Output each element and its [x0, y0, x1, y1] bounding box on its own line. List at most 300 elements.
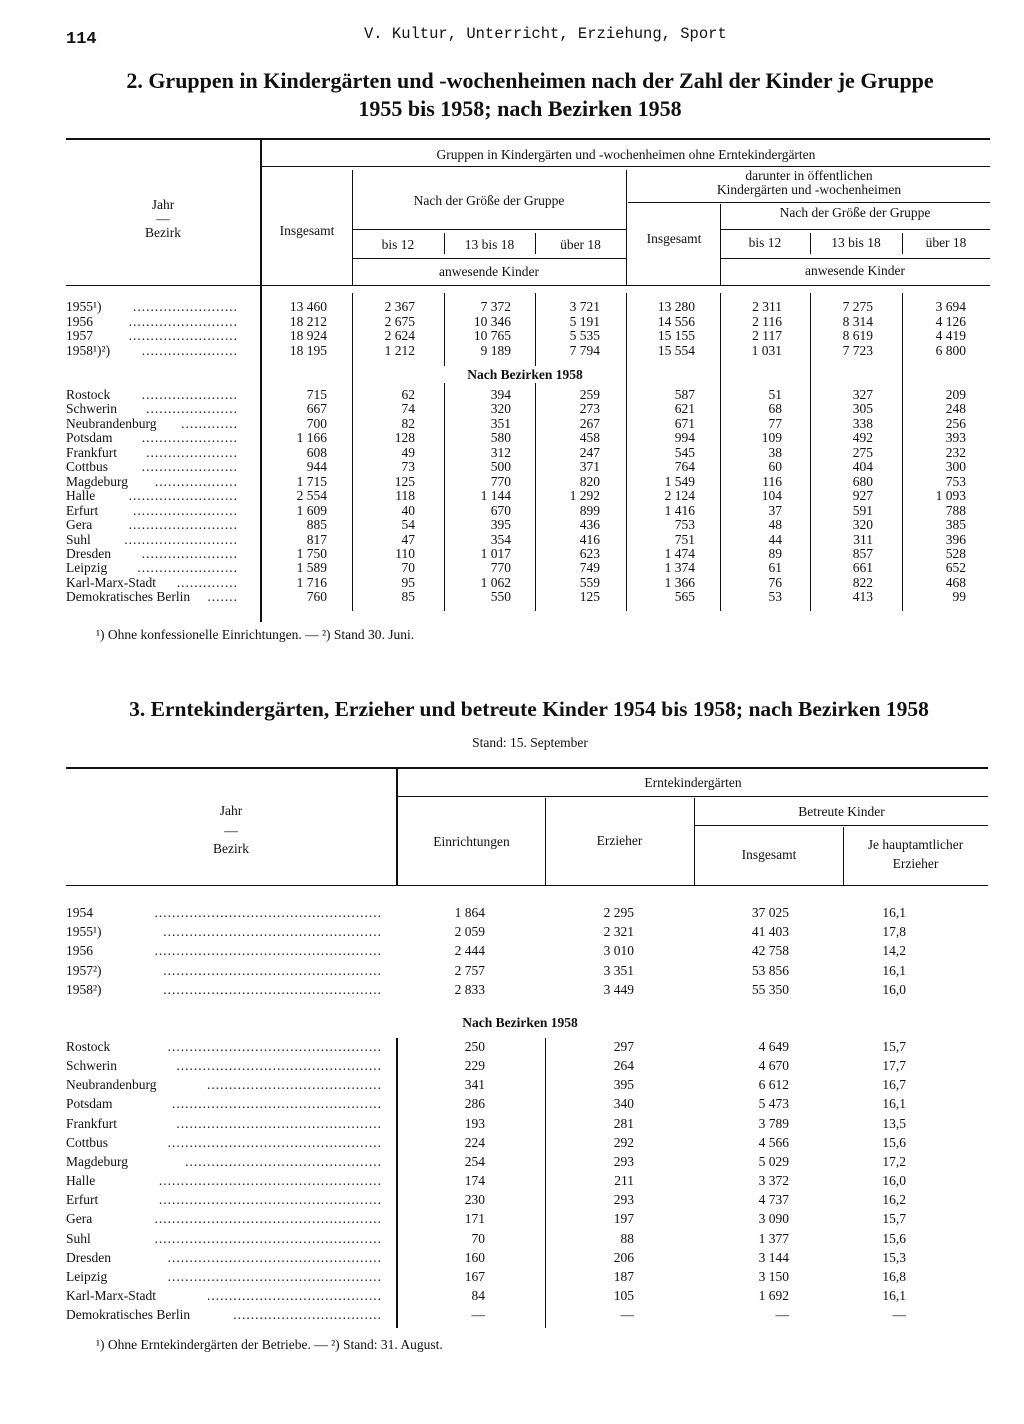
row-label: Karl-Marx-Stadt	[66, 575, 156, 590]
table2-group-header: Gruppen in Kindergärten und -wochenheimen ohne Erntekindergärten	[436, 147, 816, 162]
table-cell: —	[892, 1307, 906, 1323]
table-cell: 16,7	[882, 1077, 906, 1093]
table-cell: 16,1	[882, 905, 906, 920]
table-cell: —	[620, 1307, 634, 1323]
table2-section-header: Nach Bezirken 1958	[440, 366, 610, 383]
table-cell: 48	[768, 517, 782, 533]
table-cell: 18 195	[289, 342, 327, 358]
table-cell: 341	[464, 1077, 485, 1093]
table-cell: 320	[852, 517, 873, 533]
table-cell: 293	[613, 1192, 634, 1208]
leader-dots: ........................	[133, 503, 238, 518]
table-cell: 160	[464, 1249, 485, 1265]
table-cell: 671	[674, 415, 695, 431]
table-cell: 7 372	[480, 299, 511, 314]
table-cell: 311	[853, 531, 873, 547]
row-label: Cottbus	[66, 1135, 109, 1150]
table3-header-bottom-rule	[66, 885, 988, 886]
table-cell: 550	[490, 589, 511, 605]
table2-title-line1: 2. Gruppen in Kindergärten und -wochenheimen nach der Zahl der Kinder je Gruppe	[126, 68, 934, 93]
row-label: Frankfurt	[66, 1116, 117, 1131]
table-cell: 749	[579, 560, 600, 576]
table-cell: 1 212	[384, 342, 415, 358]
leader-dots: .................................................	[167, 1269, 382, 1284]
row-label: 1957²)	[66, 963, 102, 978]
table2-stub-header-jahr: Jahr	[151, 197, 175, 212]
table-cell: 559	[579, 574, 600, 590]
table2-col-ueber18-2: über 18	[925, 235, 967, 250]
row-label: Suhl	[66, 532, 91, 547]
table-cell: 312	[490, 444, 511, 460]
table-cell: 232	[945, 444, 966, 460]
table3-col-je-line2: Erzieher	[892, 856, 939, 871]
table-cell: 6 800	[935, 342, 966, 358]
table2-rule	[352, 229, 626, 230]
row-label: Cottbus	[66, 460, 109, 475]
row-label: 1956	[66, 314, 93, 329]
leader-dots: ........................................	[207, 1288, 382, 1303]
table-cell: 3 449	[603, 981, 634, 997]
table2-header-bottom-rule	[66, 285, 990, 286]
table-cell: 118	[395, 488, 415, 504]
table3-stub-divider-body	[396, 1038, 398, 1328]
table-cell: 37	[768, 502, 782, 518]
table-cell: 320	[490, 401, 511, 417]
table-cell: 15,7	[882, 1039, 906, 1054]
table3-col-erzieher: Erzieher	[596, 833, 643, 848]
table-cell: 670	[490, 502, 511, 518]
table-cell: 16,1	[882, 962, 906, 978]
table-cell: 116	[762, 473, 782, 489]
table-cell: 300	[945, 459, 966, 475]
table-cell: 492	[852, 430, 873, 446]
table-cell: 16,0	[882, 981, 906, 997]
table-cell: 385	[945, 517, 966, 533]
table-cell: 193	[464, 1115, 485, 1131]
table-cell: 15,6	[882, 1230, 906, 1246]
table-cell: 395	[490, 517, 511, 533]
table-cell: 37 025	[751, 905, 789, 920]
table-cell: 3 351	[603, 962, 634, 978]
row-label: Magdeburg	[66, 1154, 128, 1169]
table-cell: 77	[768, 415, 782, 431]
table-cell: 53	[768, 589, 782, 605]
row-label: Suhl	[66, 1231, 91, 1246]
table-cell: 18 924	[289, 328, 327, 344]
table-cell: 256	[945, 415, 966, 431]
table-cell: 1 374	[664, 560, 695, 576]
table-cell: 229	[464, 1058, 485, 1074]
table-cell: 16,1	[882, 1096, 906, 1112]
table-cell: 822	[852, 574, 873, 590]
table-cell: 293	[613, 1153, 634, 1169]
table-cell: 16,8	[882, 1268, 906, 1284]
row-label: Rostock	[66, 1040, 111, 1054]
table-cell: 500	[490, 459, 511, 475]
table-cell: 1 144	[480, 488, 511, 504]
table-cell: 275	[852, 444, 873, 460]
table2-rule	[720, 258, 990, 259]
table-cell: 1 292	[569, 488, 600, 504]
table-cell: 13,5	[882, 1115, 906, 1131]
table-cell: 764	[674, 459, 695, 475]
leader-dots: ..................................	[233, 1308, 382, 1323]
leader-dots: ..................................................	[163, 982, 382, 997]
table-cell: 224	[464, 1134, 485, 1150]
table-cell: 259	[579, 387, 600, 402]
table-cell: 1 377	[758, 1230, 789, 1246]
table-cell: 2 321	[603, 924, 634, 940]
table2-col-anwesend: anwesende Kinder	[438, 264, 540, 279]
table3-rule	[695, 825, 988, 826]
table-cell: 528	[945, 545, 966, 561]
row-label: 1958¹)²)	[66, 343, 111, 358]
table-cell: 1 750	[296, 545, 327, 561]
table-cell: 49	[401, 444, 415, 460]
table-cell: 6 612	[758, 1077, 789, 1093]
table3-rule	[398, 796, 988, 797]
table-cell: 51	[768, 387, 782, 402]
table-cell: 40	[401, 502, 415, 518]
table2-rule	[720, 229, 990, 230]
row-label: Demokratisches Berlin	[66, 1308, 191, 1323]
table-cell: 652	[945, 560, 966, 576]
table-cell: 286	[464, 1096, 485, 1112]
table-cell: 2 624	[384, 328, 415, 344]
table-cell: 14,2	[882, 943, 906, 959]
table-cell: 250	[464, 1039, 485, 1054]
leader-dots: ...................................................	[158, 1193, 382, 1208]
table-cell: 125	[394, 473, 415, 489]
table-cell: 62	[401, 387, 415, 402]
table-cell: 54	[401, 517, 415, 533]
table-cell: 1 093	[935, 488, 966, 504]
row-label: Karl-Marx-Stadt	[66, 1288, 156, 1303]
table-cell: 3 150	[758, 1268, 789, 1284]
table-cell: 753	[945, 473, 966, 489]
table-cell: 3 721	[569, 299, 600, 314]
table-cell: 623	[579, 545, 600, 561]
table-cell: 41 403	[751, 924, 789, 940]
table-cell: 55 350	[751, 981, 789, 997]
row-label: Halle	[66, 489, 96, 504]
table-cell: 264	[613, 1058, 634, 1074]
table-cell: 16,1	[882, 1287, 906, 1303]
table-cell: 174	[464, 1173, 485, 1189]
table-cell: 395	[613, 1077, 634, 1093]
row-label: Halle	[66, 1174, 96, 1189]
leader-dots: .......	[207, 590, 238, 605]
table-cell: 8 314	[842, 313, 873, 329]
table-cell: 351	[490, 415, 511, 431]
table-cell: 927	[852, 488, 873, 504]
table-cell: 899	[579, 502, 600, 518]
table-cell: 125	[579, 589, 600, 605]
table-cell: 7 275	[842, 299, 873, 314]
table-cell: 8 619	[842, 328, 873, 344]
table-cell: —	[471, 1307, 485, 1323]
table3-body-divider	[545, 1038, 546, 1328]
table-cell: 413	[852, 589, 873, 605]
table-cell: 44	[768, 531, 782, 547]
table-cell: 621	[674, 401, 695, 417]
table-cell: 404	[852, 459, 873, 475]
table-cell: 580	[490, 430, 511, 446]
table-cell: 436	[579, 517, 600, 533]
table-cell: 267	[579, 415, 600, 431]
row-label: 1955¹)	[66, 925, 102, 940]
leader-dots: .........................	[128, 489, 238, 504]
table-cell: 99	[952, 589, 966, 605]
leader-dots: ......................	[141, 431, 238, 446]
table-cell: 770	[490, 473, 511, 489]
table3-stub-header-jahr: Jahr	[219, 803, 243, 818]
table2-col-anwesend-2: anwesende Kinder	[804, 263, 906, 278]
table-cell: 354	[490, 531, 511, 547]
table-cell: 1 864	[454, 905, 485, 920]
table-cell: 753	[674, 517, 695, 533]
table2-col-groesse-2: Nach der Größe der Gruppe	[779, 205, 931, 220]
table-cell: 88	[620, 1230, 634, 1246]
leader-dots: ................................................	[172, 1097, 382, 1112]
table-cell: 82	[401, 415, 415, 431]
table-cell: 680	[852, 473, 873, 489]
table-cell: 18 212	[289, 313, 327, 329]
table-cell: 820	[579, 473, 600, 489]
table-cell: 74	[401, 401, 415, 417]
table-cell: 5 473	[758, 1096, 789, 1112]
leader-dots: ......................	[141, 460, 238, 475]
table-cell: 89	[768, 545, 782, 561]
table-cell: 38	[768, 444, 782, 460]
table2-col-13bis18: 13 bis 18	[464, 237, 515, 252]
row-label: Neubrandenburg	[66, 416, 157, 431]
leader-dots: .............................................	[185, 1154, 382, 1169]
table2-rule	[628, 202, 990, 203]
table2-col-ueber18: über 18	[560, 237, 601, 252]
table-cell: 305	[852, 401, 873, 417]
table-cell: 371	[579, 459, 600, 475]
table3-col-betreute: Betreute Kinder	[798, 804, 885, 819]
table-cell: 16,2	[882, 1192, 906, 1208]
table-cell: 1 474	[664, 545, 695, 561]
table-cell: 1 589	[296, 560, 327, 576]
table-cell: 230	[464, 1192, 485, 1208]
table-cell: 458	[579, 430, 600, 446]
table2-top-rule	[66, 138, 990, 140]
table-cell: 17,2	[882, 1153, 906, 1169]
table-cell: 4 566	[758, 1134, 789, 1150]
leader-dots: .....................	[146, 445, 238, 460]
row-label: 1957	[66, 329, 93, 344]
table-cell: 1 549	[664, 473, 695, 489]
table3-stub-header-dash: —	[224, 823, 238, 838]
leader-dots: .................................................	[167, 1135, 382, 1150]
table-cell: 3 010	[603, 943, 634, 959]
table-cell: 273	[579, 401, 600, 417]
leader-dots: ........................	[133, 300, 238, 314]
table-cell: 248	[945, 401, 966, 417]
leader-dots: ......................	[141, 388, 238, 402]
table-cell: 15 155	[657, 328, 695, 344]
page-number: 114	[66, 30, 97, 49]
table-cell: —	[775, 1307, 789, 1323]
table-cell: 416	[579, 531, 600, 547]
row-label: Rostock	[66, 388, 111, 402]
leader-dots: ........................................	[207, 1078, 382, 1093]
table-cell: 211	[614, 1173, 634, 1189]
table-cell: 3 090	[758, 1211, 789, 1227]
table3-stub-header-bezirk: Bezirk	[213, 841, 249, 856]
table-cell: 105	[613, 1287, 634, 1303]
table-cell: 3 789	[758, 1115, 789, 1131]
table-cell: 17,8	[882, 924, 906, 940]
table3-footnote: ¹) Ohne Erntekindergärten der Betriebe. — ²) Stand: 31. August.	[96, 1337, 443, 1352]
row-label: Erfurt	[66, 1193, 99, 1208]
table-cell: 788	[945, 502, 966, 518]
table-cell: 5 535	[569, 328, 600, 344]
table-cell: 1 692	[758, 1287, 789, 1303]
table-cell: 15,7	[882, 1211, 906, 1227]
table-cell: 60	[768, 459, 782, 475]
table3-group-header: Erntekindergärten	[644, 775, 742, 790]
table-cell: 4 737	[758, 1192, 789, 1208]
table-cell: 751	[674, 531, 695, 547]
table-cell: 2 124	[664, 488, 695, 504]
row-label: Gera	[66, 1212, 93, 1227]
table-cell: 7 794	[569, 342, 600, 358]
table-cell: 396	[945, 531, 966, 547]
table-cell: 13 280	[657, 299, 695, 314]
leader-dots: ..................................................	[163, 925, 382, 940]
table-cell: 994	[674, 430, 695, 446]
table-cell: 1 609	[296, 502, 327, 518]
table-cell: 254	[464, 1153, 485, 1169]
leader-dots: .............	[181, 416, 238, 431]
table-cell: 2 116	[752, 313, 782, 329]
table3-top-rule	[66, 767, 988, 769]
leader-dots: .....................	[146, 402, 238, 417]
table-cell: 209	[945, 387, 966, 402]
row-label: 1955¹)	[66, 300, 102, 314]
table2-darunter-line2: Kindergärten und -wochenheimen	[716, 182, 902, 197]
table3-subtitle: Stand: 15. September	[472, 735, 588, 750]
table-cell: 340	[613, 1096, 634, 1112]
table-cell: 171	[464, 1211, 485, 1227]
table-cell: 587	[674, 387, 695, 402]
table-cell: 5 029	[758, 1153, 789, 1169]
table-cell: 885	[306, 517, 327, 533]
row-label: Erfurt	[66, 503, 99, 518]
table-cell: 1 166	[296, 430, 327, 446]
table-cell: 2 444	[454, 943, 485, 959]
table-cell: 109	[761, 430, 782, 446]
row-label: Dresden	[66, 1250, 111, 1265]
running-head: V. Kultur, Unterricht, Erziehung, Sport	[364, 25, 727, 43]
table-cell: 1 416	[664, 502, 695, 518]
leader-dots: ....................................................	[154, 1231, 382, 1246]
row-label: Schwerin	[66, 1059, 117, 1074]
table-cell: 281	[613, 1115, 634, 1131]
table3-title: 3. Erntekindergärten, Erzieher und betreute Kinder 1954 bis 1958; nach Bezirken 1958	[129, 697, 929, 721]
table-cell: 15,6	[882, 1134, 906, 1150]
table2-col-bis12-2: bis 12	[748, 235, 782, 250]
table-cell: 667	[306, 401, 327, 417]
table-cell: 700	[306, 415, 327, 431]
leader-dots: ...................................................	[158, 1174, 382, 1189]
table-cell: 394	[490, 387, 511, 402]
table-cell: 85	[401, 589, 415, 605]
leader-dots: ....................................................	[154, 906, 382, 920]
table-cell: 327	[852, 387, 873, 402]
table-cell: 70	[471, 1230, 485, 1246]
table2-col-divider	[626, 170, 627, 285]
leader-dots: .......................	[137, 561, 238, 576]
row-label: Neubrandenburg	[66, 1078, 157, 1093]
table2-col-insgesamt-2: Insgesamt	[646, 231, 702, 246]
leader-dots: ...............................................	[176, 1059, 382, 1074]
leader-dots: ..........................	[124, 532, 238, 547]
table3-section-header: Nach Bezirken 1958	[462, 1015, 578, 1030]
row-label: Frankfurt	[66, 445, 117, 460]
leader-dots: ..............	[176, 575, 238, 590]
table2-rule	[352, 258, 626, 259]
table-cell: 95	[401, 574, 415, 590]
table-cell: 292	[613, 1134, 634, 1150]
table-cell: 15 554	[657, 342, 695, 358]
table-cell: 10 346	[473, 313, 511, 329]
table3-col-je-line1: Je hauptamtlicher	[867, 837, 964, 852]
table2-col-groesse: Nach der Größe der Gruppe	[413, 193, 565, 208]
table2-col-insgesamt: Insgesamt	[279, 223, 335, 238]
table-cell: 17,7	[882, 1058, 906, 1074]
table-cell: 68	[768, 401, 782, 417]
table-cell: 167	[464, 1268, 485, 1284]
table-cell: 565	[674, 589, 695, 605]
row-label: Schwerin	[66, 402, 117, 417]
table-cell: 4 649	[758, 1039, 789, 1054]
table-cell: 661	[852, 560, 873, 576]
table-cell: 1 366	[664, 574, 695, 590]
table-cell: 2 311	[752, 299, 782, 314]
leader-dots: ...............................................	[176, 1116, 382, 1131]
table-cell: 2 117	[752, 328, 782, 344]
table-cell: 2 757	[454, 962, 485, 978]
table2-footnote: ¹) Ohne konfessionelle Einrichtungen. — ²) Stand 30. Juni.	[96, 627, 415, 642]
table-cell: 3 372	[758, 1173, 789, 1189]
table-cell: 15,3	[882, 1249, 906, 1265]
leader-dots: .........................	[128, 329, 238, 344]
table-cell: 2 554	[296, 488, 327, 504]
row-label: Magdeburg	[66, 474, 128, 489]
table-cell: 1 062	[480, 574, 511, 590]
table-cell: 197	[613, 1211, 634, 1227]
table-cell: 1 031	[751, 342, 782, 358]
row-label: Potsdam	[66, 1097, 113, 1112]
table-cell: 2 295	[603, 905, 634, 920]
table-cell: 817	[306, 531, 327, 547]
table-cell: 53 856	[751, 962, 789, 978]
table-cell: 84	[471, 1287, 485, 1303]
table-cell: 16,0	[882, 1173, 906, 1189]
table-cell: 2 059	[454, 924, 485, 940]
table-cell: 42 758	[751, 943, 789, 959]
leader-dots: ......................	[141, 343, 238, 358]
table-cell: 3 144	[758, 1249, 789, 1265]
row-label: Dresden	[66, 546, 111, 561]
table2-stub-header-dash: —	[156, 211, 170, 226]
row-label: 1954	[66, 906, 93, 920]
